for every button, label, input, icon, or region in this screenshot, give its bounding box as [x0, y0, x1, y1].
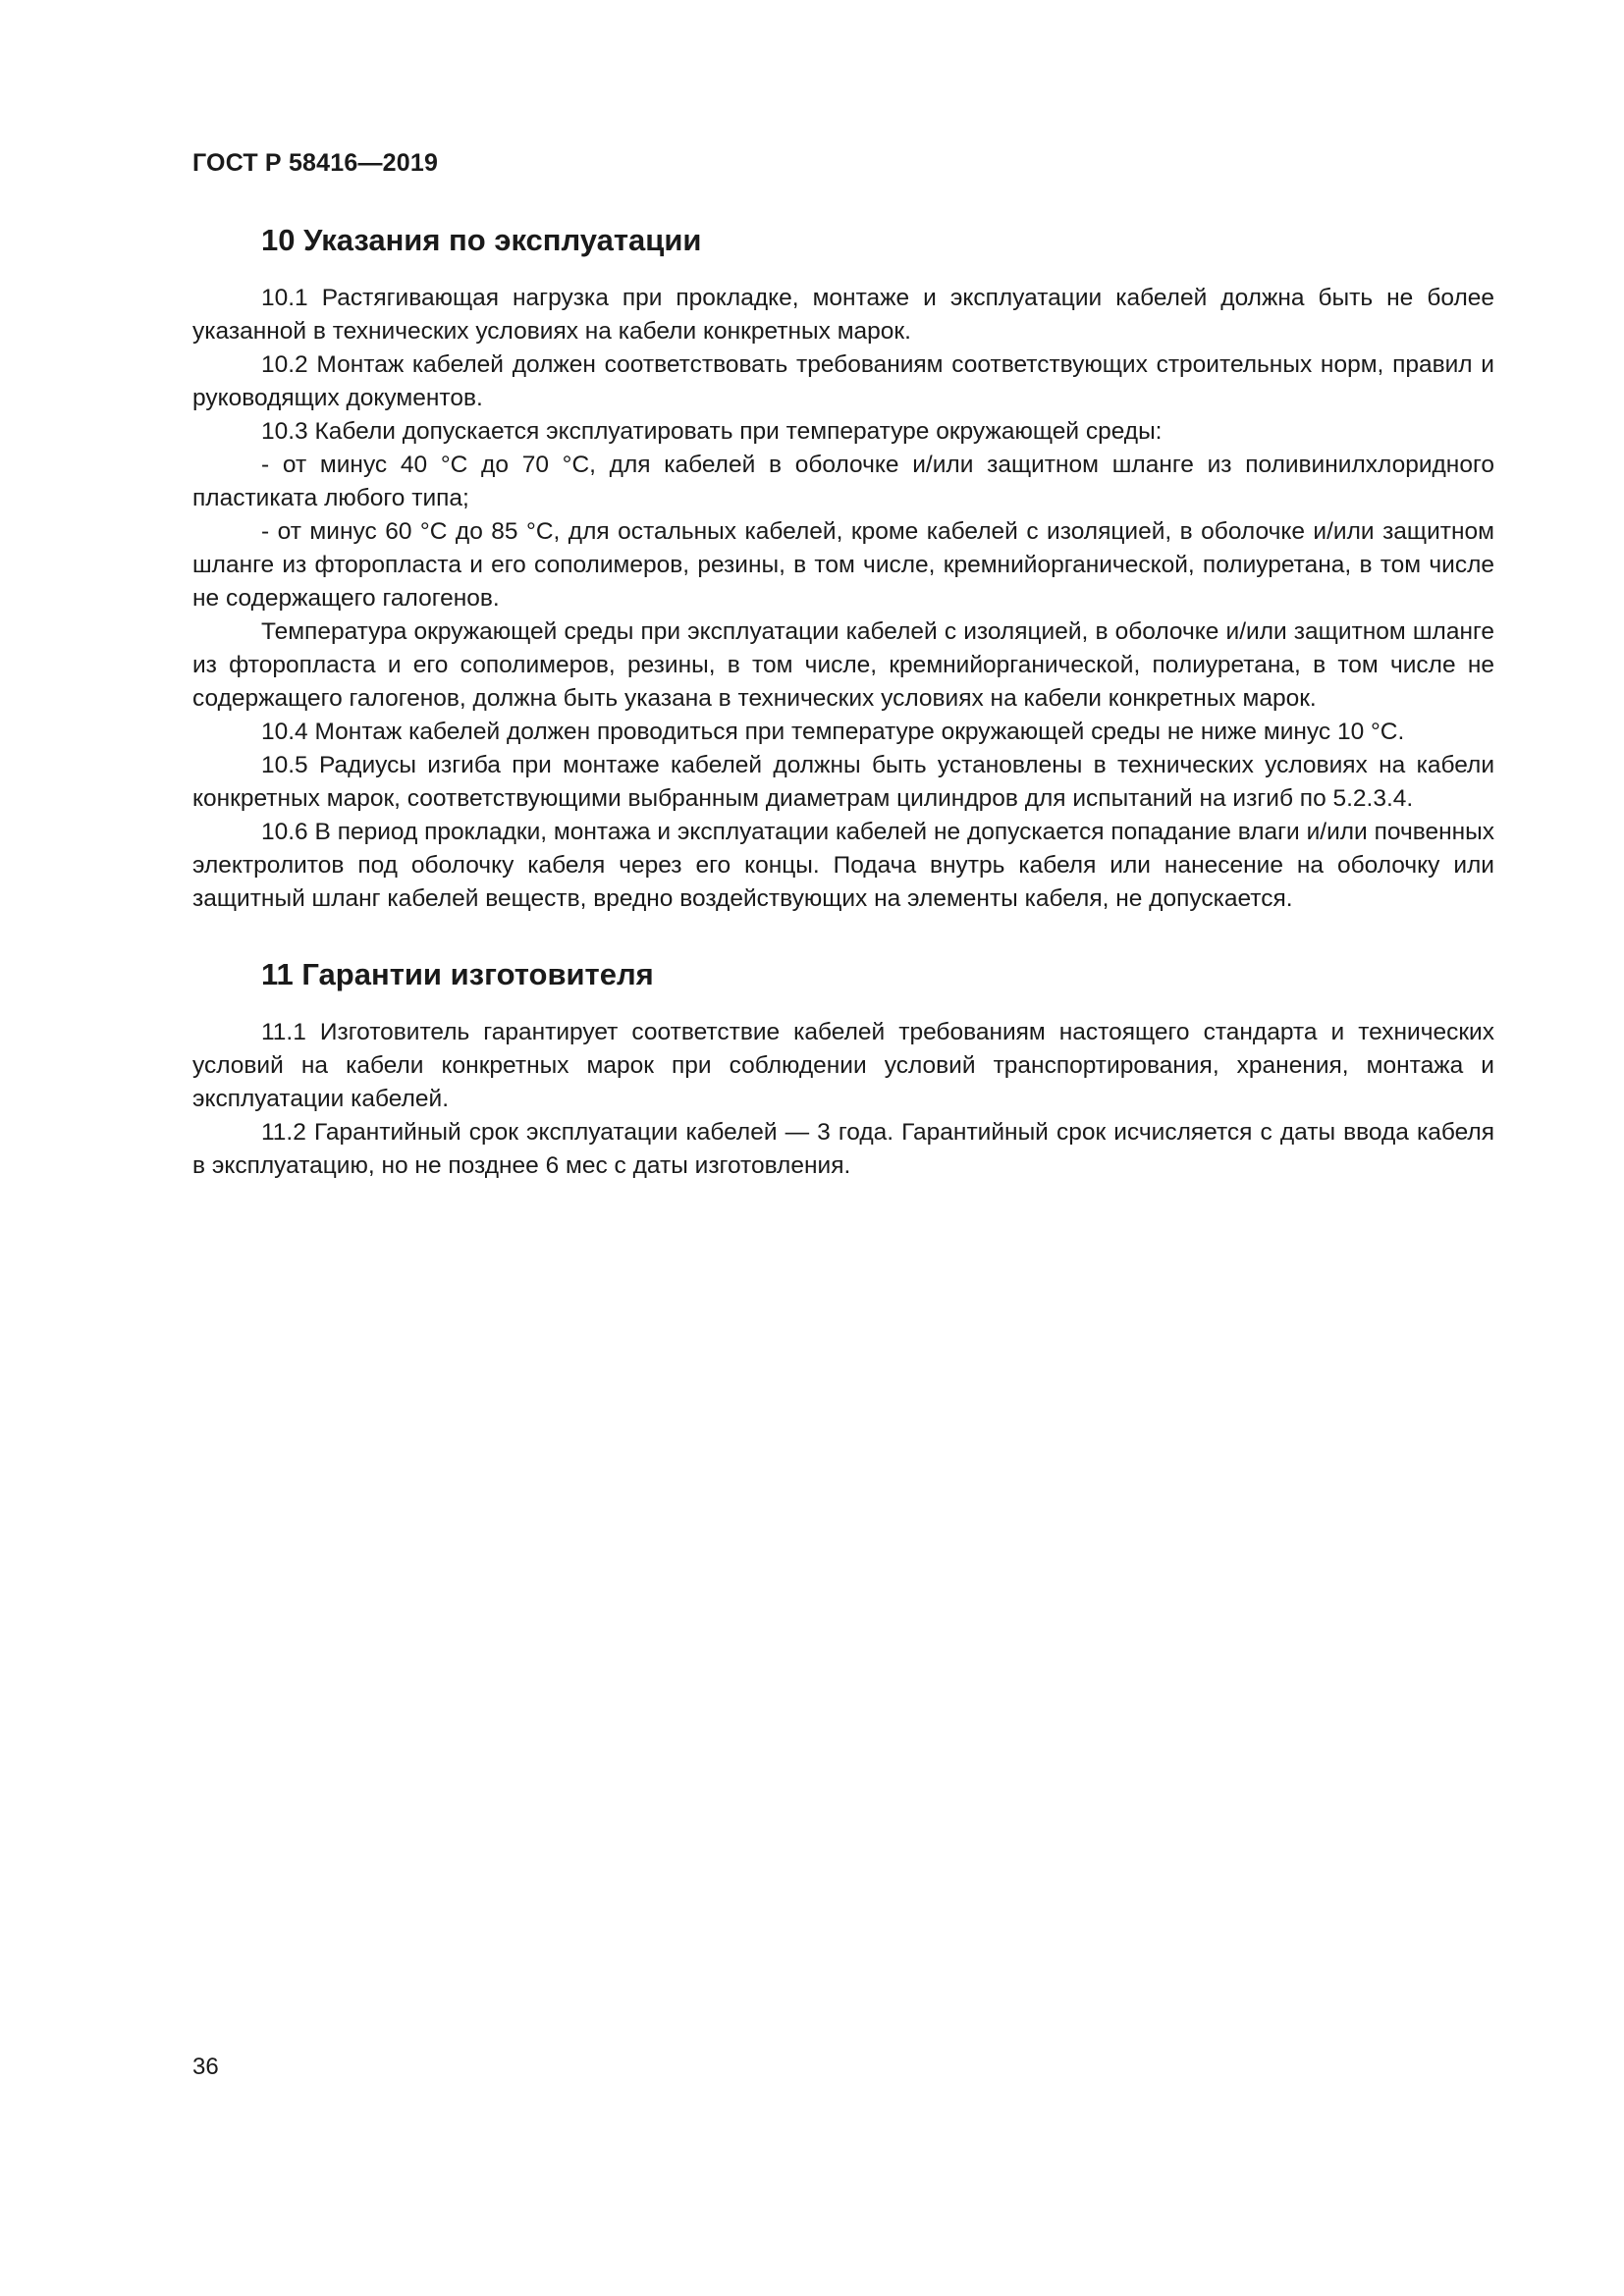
section-title: 11 Гарантии изготовителя [261, 957, 654, 991]
page-number: 36 [192, 2054, 219, 2080]
paragraph-11-2: 11.2 Гарантийный срок эксплуатации кабелей — 3 года. Гарантийный срок исчисляется с даты ввода кабеля в эксплуатацию, но не позднее 6 мес с даты изготовления. [192, 1119, 1494, 1179]
paragraph-10-4: 10.4 Монтаж кабелей должен проводиться при температуре окружающей среды не ниже минус 10 °С. [261, 719, 1405, 745]
paragraph-10-3-item-1: - от минус 40 °С до 70 °С, для кабелей в оболочке и/или защитном шланге из поливинилхлоридного пластиката любого типа; [192, 452, 1494, 511]
paragraph-10-6: 10.6 В период прокладки, монтажа и эксплуатации кабелей не допускается попадание влаги и/или почвенных электролитов под оболочку кабеля через его концы. Подача внутрь кабеля или нанесение на оболочку или защитный шланг кабелей веществ, вредно воздействующих на элементы кабеля, не допускается. [192, 819, 1494, 912]
paragraph-10-3-note: Температура окружающей среды при эксплуатации кабелей с изоляцией, в оболочке и/или защитном шланге из фторопласта и его сополимеров, резины, в том числе, кремнийорганической, полиуретана, в том числе не содержащего галогенов, должна быть указана в технических условиях на кабели конкретных марок. [192, 618, 1494, 712]
paragraph-10-3: 10.3 Кабели допускается эксплуатировать при температуре окружающей среды: [261, 418, 1163, 445]
section-warranty [192, 955, 1494, 1183]
paragraph-10-1: 10.1 Растягивающая нагрузка при прокладке, монтаже и эксплуатации кабелей должна быть не более указанной в технических условиях на кабели конкретных марок. [192, 285, 1494, 345]
section-title: 10 Указания по эксплуатации [261, 223, 702, 257]
section-operation [192, 221, 1494, 916]
paragraph-10-2: 10.2 Монтаж кабелей должен соответствовать требованиям соответствующих строительных норм, правил и руководящих документов. [192, 351, 1494, 411]
document-body [192, 221, 1494, 1183]
paragraph-10-3-item-2: - от минус 60 °С до 85 °С, для остальных кабелей, кроме кабелей с изоляцией, в оболочке и/или защитном шланге из фторопласта и его сополимеров, резины, в том числе, кремнийорганической, полиуретана, в том числе не содержащего галогенов. [192, 518, 1494, 612]
document-header: ГОСТ Р 58416—2019 [192, 149, 439, 177]
paragraph-10-5: 10.5 Радиусы изгиба при монтаже кабелей должны быть установлены в технических условиях на кабели конкретных марок, соответствующими выбранным диаметрам цилиндров для испытаний на изгиб по 5.2.3.4. [192, 752, 1494, 812]
paragraph-11-1: 11.1 Изготовитель гарантирует соответствие кабелей требованиям настоящего стандарта и технических условий на кабели конкретных марок при соблюдении условий транспортирования, хранения, монтажа и эксплуатации кабелей. [192, 1019, 1494, 1112]
